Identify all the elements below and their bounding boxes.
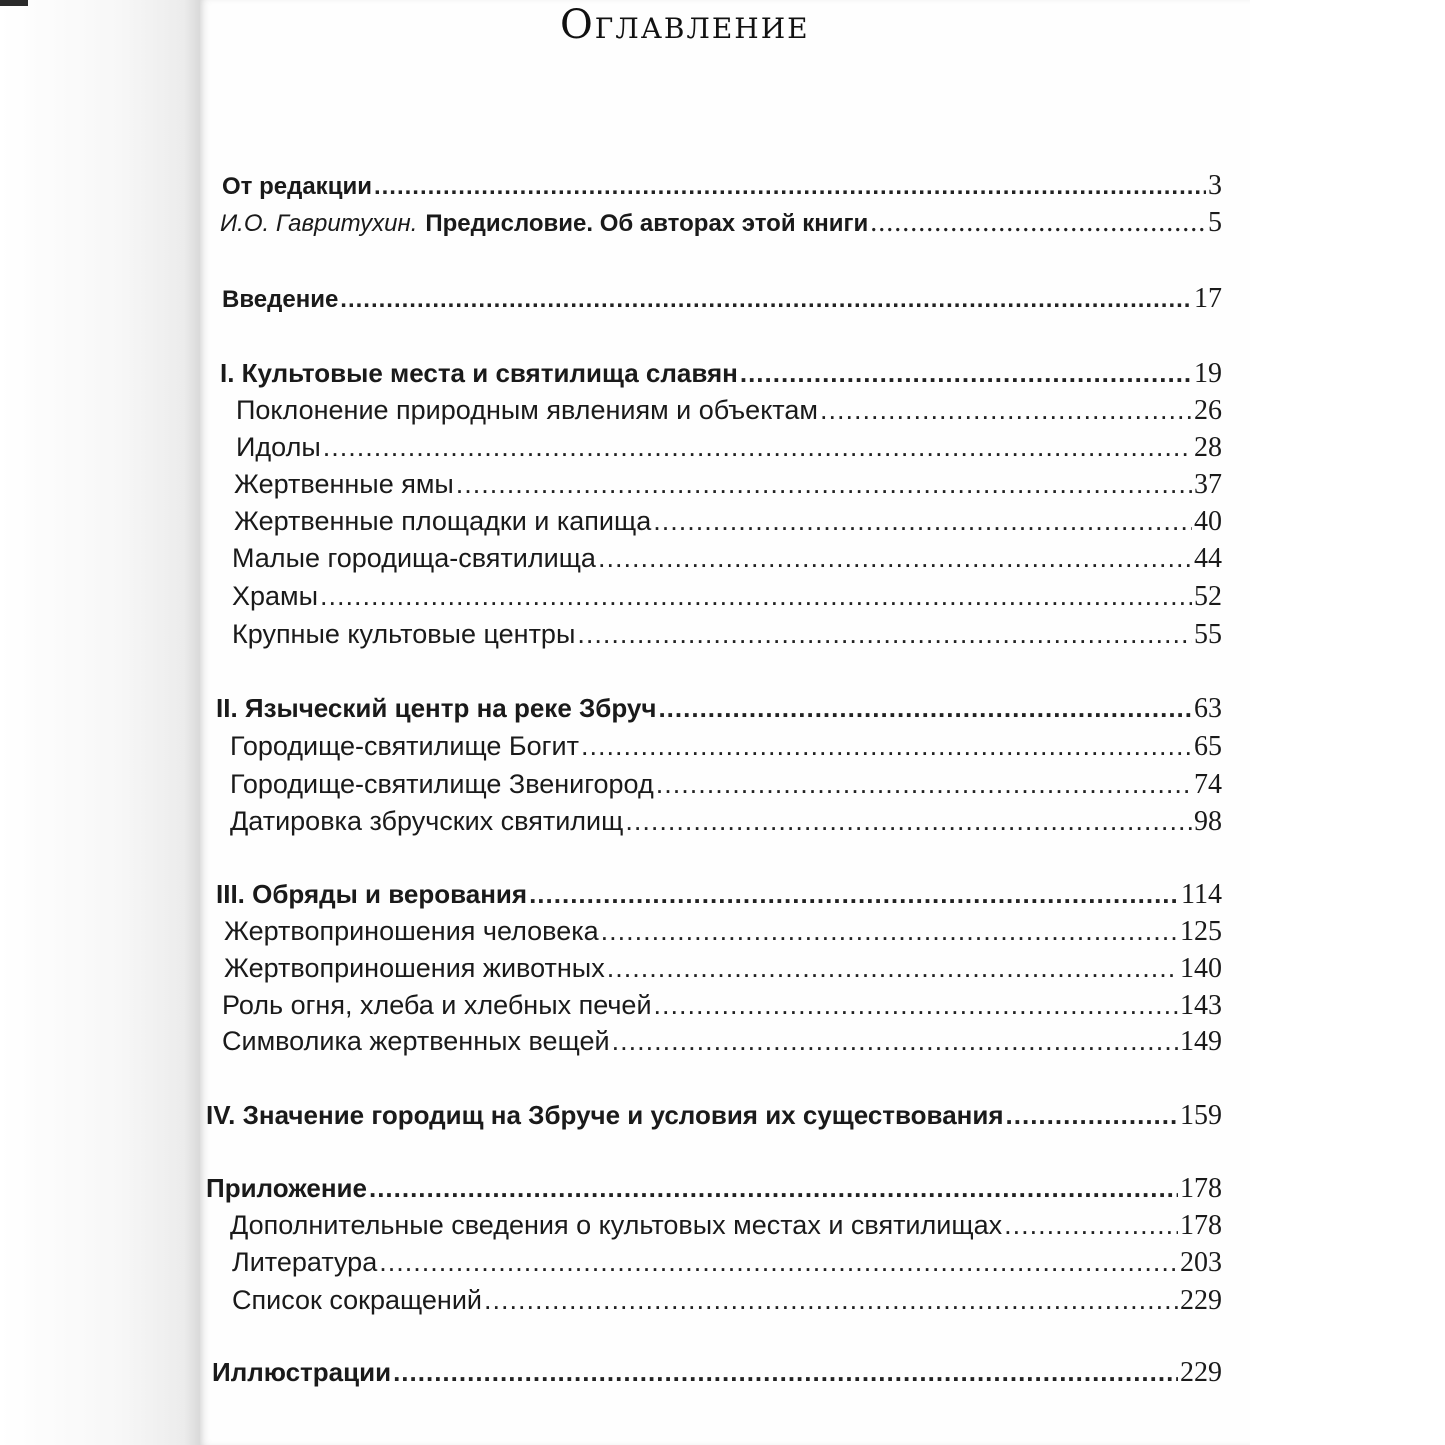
toc-entry-title: Датировка збручских святилищ: [230, 806, 624, 836]
toc-entry-appendix[interactable]: [206, 1168, 1222, 1208]
toc-entry-title: Идолы: [236, 432, 321, 462]
toc-entry-page: 37: [1194, 469, 1222, 500]
toc-entry-title: II. Языческий центр на реке Збруч: [216, 693, 657, 723]
toc-subentry[interactable]: [222, 985, 1222, 1025]
toc-entry-preface[interactable]: [220, 203, 1222, 243]
toc-entry-page: 3: [1208, 170, 1222, 201]
toc-subentry[interactable]: [232, 1280, 1222, 1320]
toc-entry-page: 229: [1180, 1357, 1222, 1388]
toc-entry-title: Малые городища-святилища: [232, 543, 596, 573]
toc-entry-title: Дополнительные сведения о культовых местах и святилищах: [230, 1210, 1003, 1240]
toc-leader-dots: [323, 427, 1192, 467]
toc-entry-title: Городище-святилище Звенигород: [230, 769, 654, 799]
toc-entry-title: Храмы: [232, 581, 319, 611]
toc-subentry[interactable]: [230, 1205, 1222, 1245]
toc-subentry[interactable]: [234, 464, 1222, 504]
toc-chapter-1[interactable]: [220, 353, 1222, 393]
toc-entry-page: 143: [1180, 990, 1222, 1021]
toc-entry-page: 55: [1194, 619, 1222, 650]
toc-entry-page: 125: [1180, 916, 1222, 947]
toc-leader-dots: [870, 203, 1206, 243]
toc-entry-title: Введение: [222, 286, 339, 313]
toc-subentry[interactable]: [230, 801, 1222, 841]
toc-leader-dots: [581, 726, 1192, 766]
toc-entry-page: 65: [1194, 731, 1222, 762]
toc-entry-page: 26: [1194, 395, 1222, 426]
toc-entry-title: Символика жертвенных вещей: [222, 1026, 610, 1056]
toc-chapter-3[interactable]: [216, 874, 1222, 914]
toc-leader-dots: [740, 353, 1192, 393]
toc-subentry[interactable]: [232, 614, 1222, 654]
toc-entry-title: Поклонение природным явлениям и объектам: [236, 395, 818, 425]
toc-entry-page: 149: [1180, 1026, 1222, 1057]
toc-subentry[interactable]: [234, 501, 1222, 541]
toc-leader-dots: [379, 1242, 1178, 1282]
toc-subentry[interactable]: [232, 576, 1222, 616]
toc-entry-title: Иллюстрации: [212, 1357, 392, 1387]
toc-entry-author: И.О. Гавритухин.: [220, 210, 418, 237]
toc-leader-dots: [393, 1352, 1178, 1392]
toc-leader-dots: [654, 985, 1178, 1025]
toc-chapter-4[interactable]: [206, 1095, 1222, 1135]
toc-leader-dots: [598, 538, 1192, 578]
toc-subentry[interactable]: [232, 538, 1222, 578]
toc-entry-title: IV. Значение городищ на Збруче и условия их существования: [206, 1100, 1004, 1130]
toc-subentry[interactable]: [230, 726, 1222, 766]
toc-subentry[interactable]: [236, 390, 1222, 430]
toc-leader-dots: [374, 167, 1206, 207]
toc-leader-dots: [529, 874, 1179, 914]
toc-entry-page: 40: [1194, 506, 1222, 537]
toc-entry-page: 159: [1180, 1100, 1222, 1131]
toc-entry-title: Предисловие. Об авторах этой книги: [425, 210, 869, 237]
toc-leader-dots: [625, 801, 1192, 841]
toc-leader-dots: [577, 614, 1192, 654]
toc-entry-page: 52: [1194, 581, 1222, 612]
toc-entry-title: От редакции: [222, 173, 372, 200]
toc-leader-dots: [369, 1168, 1178, 1208]
toc-entry-illustrations[interactable]: [212, 1352, 1222, 1392]
toc-entry-title: Литература: [232, 1247, 378, 1277]
toc-leader-dots: [820, 390, 1192, 430]
toc-entry-page: 114: [1181, 879, 1222, 910]
toc-entry-page: 203: [1180, 1247, 1222, 1278]
toc-leader-dots: [340, 280, 1192, 320]
toc-entry-page: 63: [1194, 693, 1222, 724]
toc-leader-dots: [320, 576, 1192, 616]
toc-leader-dots: [484, 1280, 1178, 1320]
toc-subentry[interactable]: [232, 1242, 1222, 1282]
toc-entry-title: Роль огня, хлеба и хлебных печей: [222, 990, 652, 1020]
toc-leader-dots: [612, 1021, 1178, 1061]
toc-leader-dots: [658, 688, 1192, 728]
toc-entry-title: Городище-святилище Богит: [230, 731, 579, 761]
toc-subentry[interactable]: [222, 1021, 1222, 1061]
toc-entry-page: 28: [1194, 432, 1222, 463]
toc-leader-dots: [456, 464, 1192, 504]
toc-leader-dots: [607, 948, 1178, 988]
toc-subentry[interactable]: [236, 427, 1222, 467]
toc-leader-dots: [653, 501, 1192, 541]
toc-entry-title: Жертвоприношения животных: [224, 953, 605, 983]
toc-heading: Оглавление: [560, 2, 810, 48]
toc-entry-page: 229: [1180, 1285, 1222, 1316]
toc-entry-page: 19: [1194, 358, 1222, 389]
toc-entry-page: 178: [1180, 1173, 1222, 1204]
toc-entry-page: 98: [1194, 806, 1222, 837]
toc-subentry[interactable]: [230, 764, 1222, 804]
toc-entry-title: Крупные культовые центры: [232, 619, 576, 649]
toc-entry-page: 140: [1180, 953, 1222, 984]
toc-subentry[interactable]: [224, 948, 1222, 988]
toc-entry-page: 5: [1208, 207, 1222, 238]
toc-entry-introduction[interactable]: [222, 279, 1222, 319]
toc-entry-page: 74: [1194, 769, 1222, 800]
toc-chapter-2[interactable]: [216, 688, 1222, 728]
toc-entry-title: Список сокращений: [232, 1285, 483, 1315]
toc-entry-title: Жертвенные площадки и капища: [234, 506, 652, 536]
toc-entry-page: 178: [1180, 1210, 1222, 1241]
toc-entry-from-editors[interactable]: [222, 166, 1222, 206]
toc-leader-dots: [1006, 1095, 1178, 1135]
toc-entry-title: III. Обряды и верования: [216, 879, 528, 909]
toc-subentry[interactable]: [224, 911, 1222, 951]
toc-leader-dots: [1004, 1205, 1178, 1245]
toc-leader-dots: [656, 764, 1192, 804]
toc-entry-title: Жертвоприношения человека: [224, 916, 599, 946]
toc-entry-title: Жертвенные ямы: [234, 469, 454, 499]
toc-entry-page: 44: [1194, 543, 1222, 574]
toc-entry-title: Приложение: [206, 1173, 367, 1203]
toc-entry-title: I. Культовые места и святилища славян: [220, 358, 738, 388]
toc-entry-page: 17: [1194, 283, 1222, 314]
toc-leader-dots: [601, 911, 1178, 951]
